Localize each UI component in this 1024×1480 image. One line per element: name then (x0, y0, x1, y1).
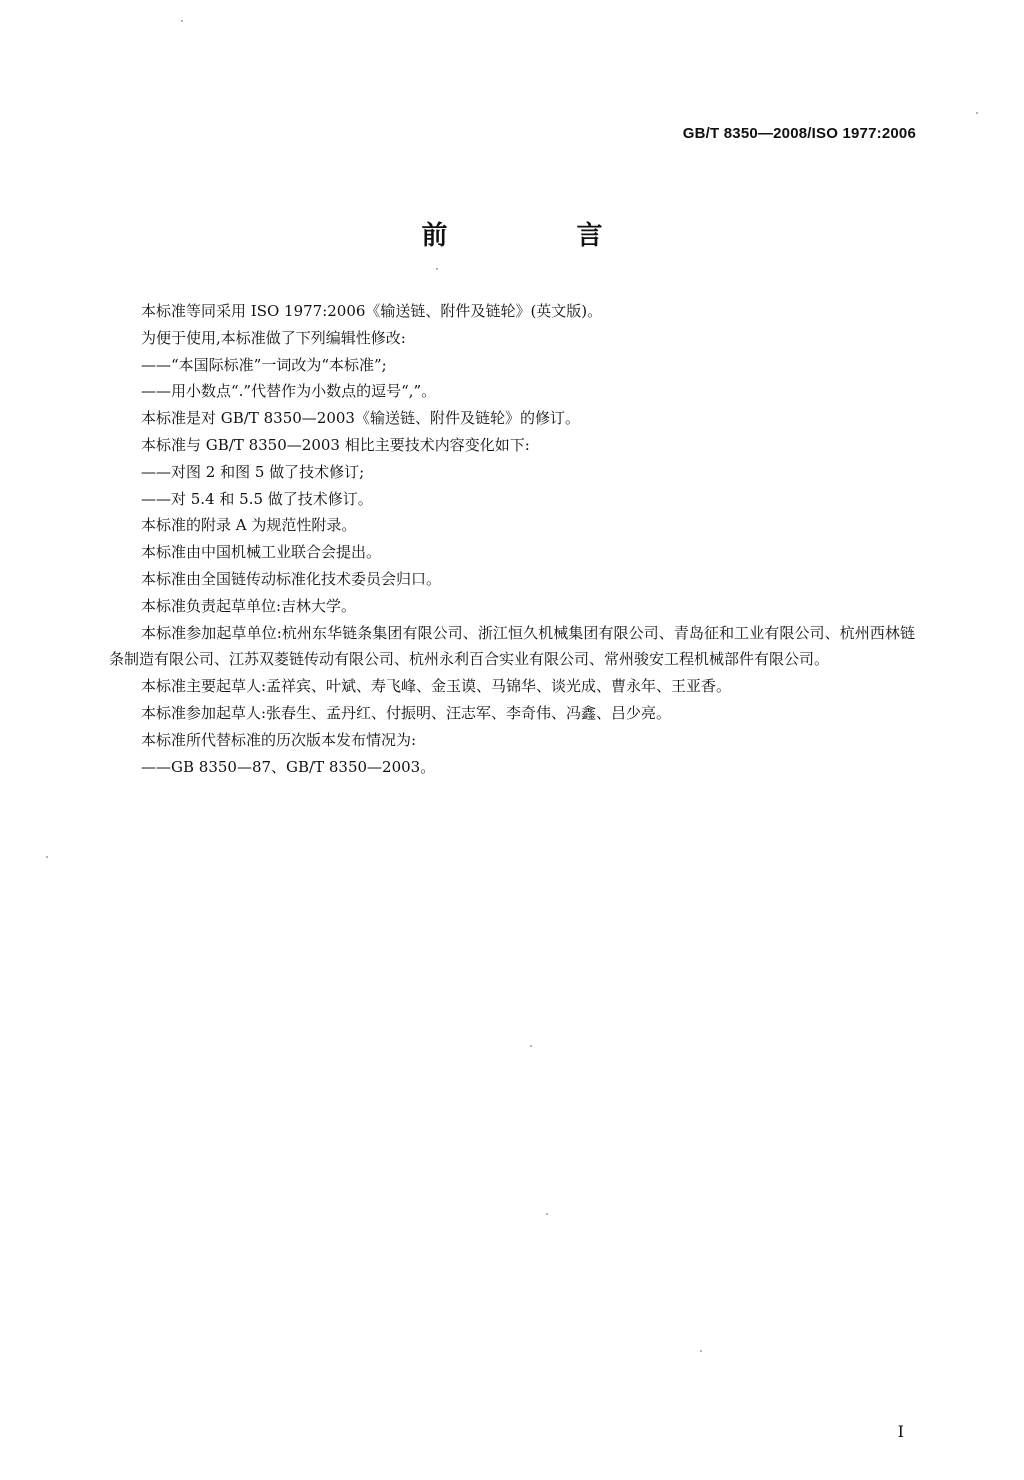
paragraph-participating-persons: 本标准参加起草人:张春生、孟丹红、付振明、汪志军、李奇伟、冯鑫、吕少亮。 (141, 703, 672, 722)
scan-speck (700, 1350, 702, 1352)
paragraph-adoption: 本标准等同采用 ISO 1977:2006《输送链、附件及链轮》(英文版)。 (141, 302, 603, 320)
list-item-figure-revision: ——对图 2 和图 5 做了技术修订; (141, 462, 365, 481)
paragraph-lead-drafter: 本标准负责起草单位:吉林大学。 (141, 596, 357, 615)
scan-speck (46, 856, 48, 858)
scan-speck (436, 268, 438, 270)
scan-speck (181, 20, 183, 22)
list-item-clause-revision: ——对 5.4 和 5.5 做了技术修订。 (141, 489, 373, 508)
paragraph-technical-changes: 本标准与 GB/T 8350—2003 相比主要技术内容变化如下: (141, 435, 530, 454)
standard-code-header: GB/T 8350—2008/ISO 1977:2006 (682, 125, 916, 142)
paragraph-participating-drafters: 本标准参加起草单位:杭州东华链条集团有限公司、浙江恒久机械集团有限公司、青岛征和工业有限公司、杭州西林链条制造有限公司、江苏双菱链传动有限公司、杭州永利百合实业有限公司、常州骏安工程机械部件有限公司。 (109, 623, 915, 669)
foreword-body (109, 298, 915, 780)
list-item-previous-editions: ——GB 8350—87、GB/T 8350—2003。 (141, 757, 436, 776)
page-title: 前 言 (421, 221, 663, 251)
scan-speck (976, 112, 978, 114)
scan-speck (530, 1045, 532, 1047)
paragraph-proposer: 本标准由中国机械工业联合会提出。 (141, 543, 382, 562)
paragraph-annex: 本标准的附录 A 为规范性附录。 (141, 516, 357, 535)
paragraph-committee: 本标准由全国链传动标准化技术委员会归口。 (141, 569, 442, 588)
paragraph-revision: 本标准是对 GB/T 8350—2003《输送链、附件及链轮》的修订。 (141, 409, 580, 428)
scan-speck (546, 1213, 548, 1215)
list-item-term-change: ——“本国际标准”一词改为“本标准”; (141, 355, 387, 374)
list-item-decimal-point: ——用小数点“.”代替作为小数点的逗号“,”。 (141, 382, 437, 401)
paragraph-editorial-changes: 为便于使用,本标准做了下列编辑性修改: (141, 328, 406, 347)
page-number: I (897, 1422, 904, 1441)
paragraph-previous-editions: 本标准所代替标准的历次版本发布情况为: (141, 730, 417, 749)
paragraph-main-drafters: 本标准主要起草人:孟祥宾、叶斌、寿飞峰、金玉谟、马锦华、谈光成、曹永年、王亚香。 (141, 677, 732, 696)
